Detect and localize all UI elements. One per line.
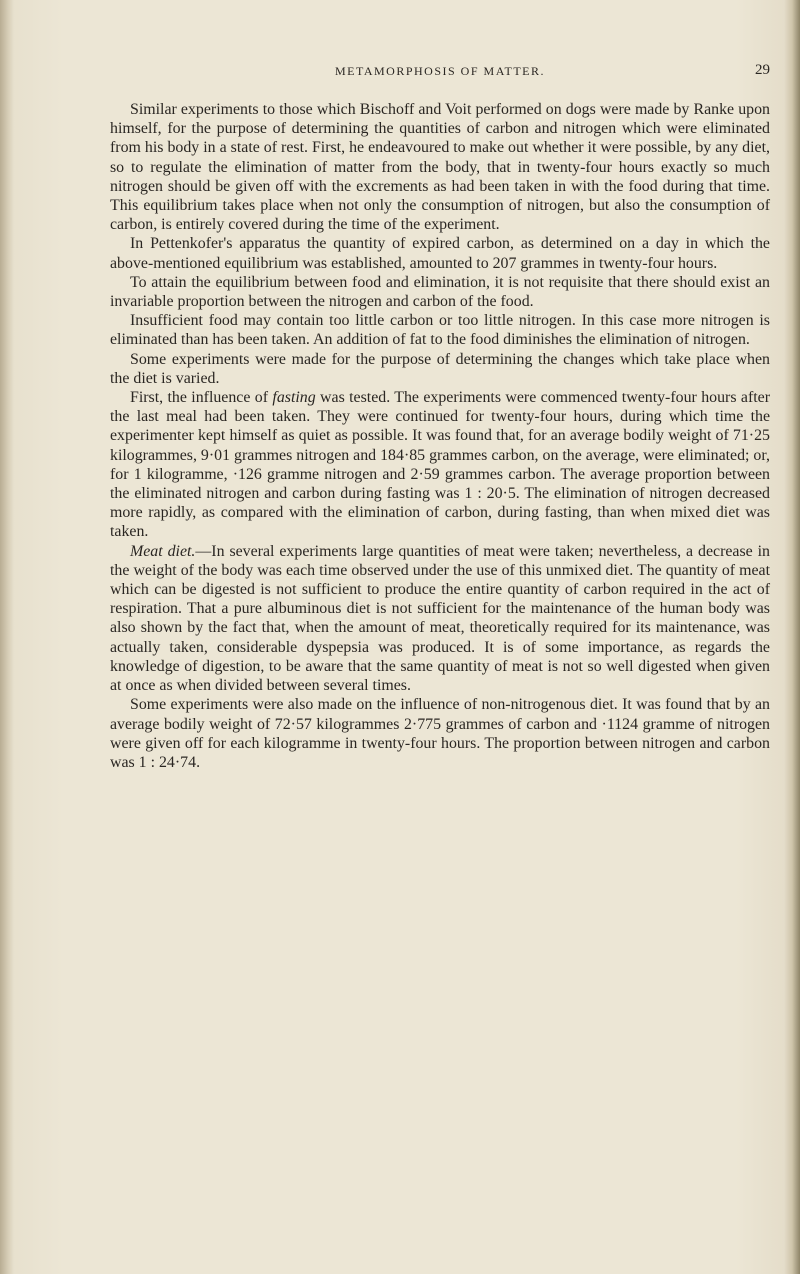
meat-diet-heading: Meat diet. [130,542,196,560]
page-number: 29 [755,62,770,78]
body-text [110,100,770,772]
paragraph-fasting [110,388,770,542]
binding-shadow [0,0,14,1274]
paragraph-pettenkofer: In Pettenkofer's apparatus the quantity of expired carbon, as determined on a day in which the above-mentioned equilibrium was established, amounted to 207 grammes in twenty-four hours. [110,235,770,272]
page-header [110,64,770,88]
fasting-body: was tested. The experiments were commenced twenty-four hours after the last meal had been taken. They were continued for twenty-four hours, during which time the experimenter kept himself as quiet as possible. It was found that, for an average bodily weight of 71·25 kilogrammes, 9·01 grammes nitrogen and 184·85 grammes carbon, on the average, were eliminated; or, for 1 kilogramme, ·126 gramme nitrogen and 2·59 grammes carbon. The average proportion between the eliminated nitrogen and carbon during fasting was 1 : 20·5. The elimination of nitrogen decreased more rapidly, as compared with the elimination of carbon, during fasting, than when mixed diet was taken. [110,389,770,541]
page-edge [784,0,800,1274]
paragraph-equilibrium: To attain the equilibrium between food and elimination, it is not requisite that there should exist an invariable proportion between the nitrogen and carbon of the food. [110,273,770,311]
meat-diet-body: —In several experiments large quantities of meat were taken; nevertheless, a decrease in the weight of the body was each time observed under the use of this unmixed diet. The quantity of meat which can be digested is not sufficient to produce the entire quantity of carbon required in the act of respiration. That a pure albuminous diet is not sufficient for the maintenance of the human body was also shown by the fact that, when the amount of meat, theoretically required for its maintenance, was actually taken, considerable dyspepsia was produced. It is of some importance, as regards the knowledge of digestion, to be aware that the same quantity of meat is not so well digested when given at once as when divided between several times. [110,542,770,695]
fasting-intro: First, the influence of [130,389,273,407]
paragraph-meat-diet [110,542,770,696]
paragraph-ranke: Similar experiments to those which Bischoff and Voit performed on dogs were made by Ranke upon himself, for the purpose of determining the quantities of carbon and nitrogen which were eliminated from his body in a state of rest. First, he endeavoured to make out whether it were possible, by any diet, so to regulate the elimination of matter from the body, that in twenty-four hours exactly so much nitrogen should be given off with the excrements as had been taken in with the food during that time. This equilibrium takes place when not only the consumption of nitrogen, but also the consumption of carbon, is entirely covered during the time of the experiment. [110,101,770,234]
paragraph-non-nitrogenous: Some experiments were also made on the influence of non-nitrogenous diet. It was found that by an average bodily weight of 72·57 kilogrammes 2·775 grammes of carbon and ·1124 gramme of nitrogen were given off for each kilogramme in twenty-four hours. The proportion between nitrogen and carbon was 1 : 24·74. [110,696,770,771]
paragraph-diet-varied: Some experiments were made for the purpose of determining the changes which take place when the diet is varied. [110,350,770,387]
running-head: METAMORPHOSIS OF MATTER. [334,64,546,78]
paragraph-insufficient-food: Insufficient food may contain too little carbon or too little nitrogen. In this case more nitrogen is eliminated than has been taken. An addition of fat to the food diminishes the elimination of nitrogen. [110,312,770,349]
fasting-term: fasting [272,389,316,407]
